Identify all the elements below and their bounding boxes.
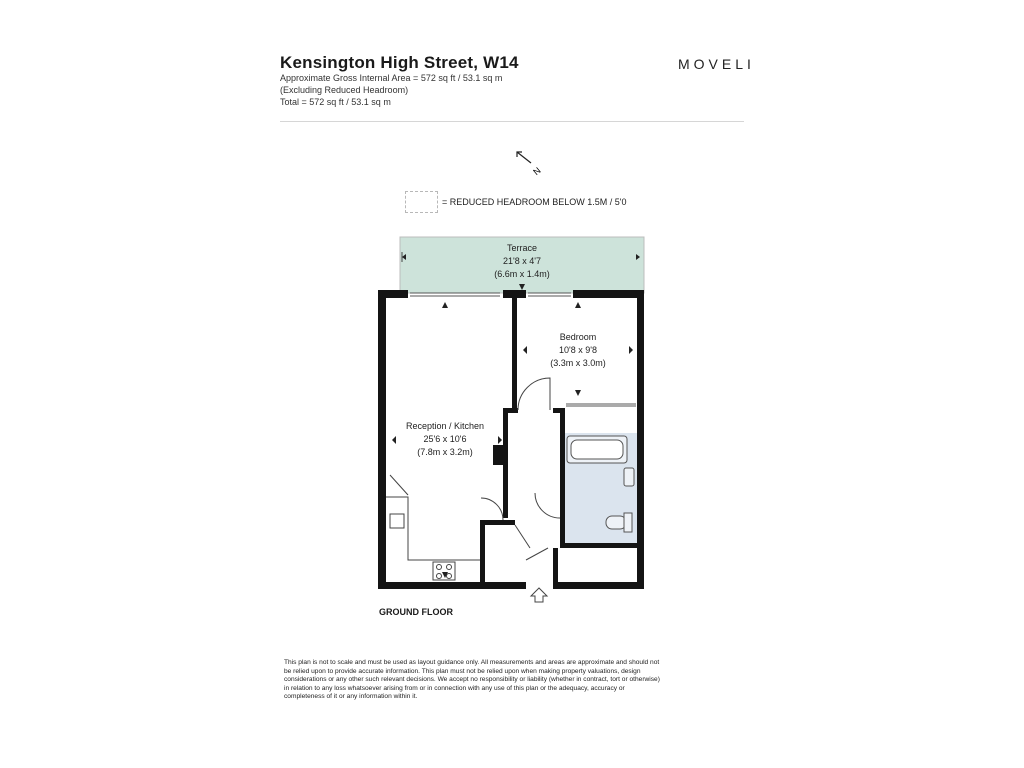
disclaimer-text: This plan is not to scale and must be used as layout guidance only. All measurements and areas are approximate and should not be relied upon to provide accurate information. This plan must not be relied upon when making property valuations, design considerations or any other such relevant decisions. We accept no responsibility or liability (whether in contract, tort or otherwise) in relation to any loss whatsoever arising from or in connection with any use of this plan or the adequacy, accuracy or completeness of it or any information within it. — [284, 659, 660, 701]
bedroom-metric: (3.3m x 3.0m) — [550, 358, 606, 368]
legend-text: = REDUCED HEADROOM BELOW 1.5M / 5'0 — [442, 197, 627, 207]
excluding-line: (Excluding Reduced Headroom) — [280, 85, 409, 95]
terrace-label — [472, 242, 572, 281]
page-title: Kensington High Street, W14 — [280, 53, 519, 72]
bedroom-name: Bedroom — [559, 332, 597, 342]
reception-label — [390, 420, 500, 459]
terrace-name: Terrace — [506, 243, 537, 253]
compass-arrow-icon — [517, 152, 531, 163]
reception-name: Reception / Kitchen — [405, 421, 485, 431]
reception-imperial: 25'6 x 10'6 — [423, 434, 467, 444]
gross-area-line: Approximate Gross Internal Area = 572 sq ft / 53.1 sq m — [280, 73, 503, 83]
terrace-metric: (6.6m x 1.4m) — [494, 269, 550, 279]
bedroom-imperial: 10'8 x 9'8 — [559, 345, 597, 355]
entrance-arrow-icon — [531, 588, 547, 602]
toilet-icon — [606, 516, 626, 529]
compass-label: N — [531, 165, 543, 178]
bedroom-label — [528, 331, 628, 370]
brand-logo: MOVELI — [678, 56, 755, 72]
floor-label: GROUND FLOOR — [379, 607, 453, 617]
washbasin-icon — [624, 468, 634, 486]
total-area-line: Total = 572 sq ft / 53.1 sq m — [280, 97, 391, 107]
reception-metric: (7.8m x 3.2m) — [417, 447, 473, 457]
terrace-imperial: 21'8 x 4'7 — [503, 256, 541, 266]
